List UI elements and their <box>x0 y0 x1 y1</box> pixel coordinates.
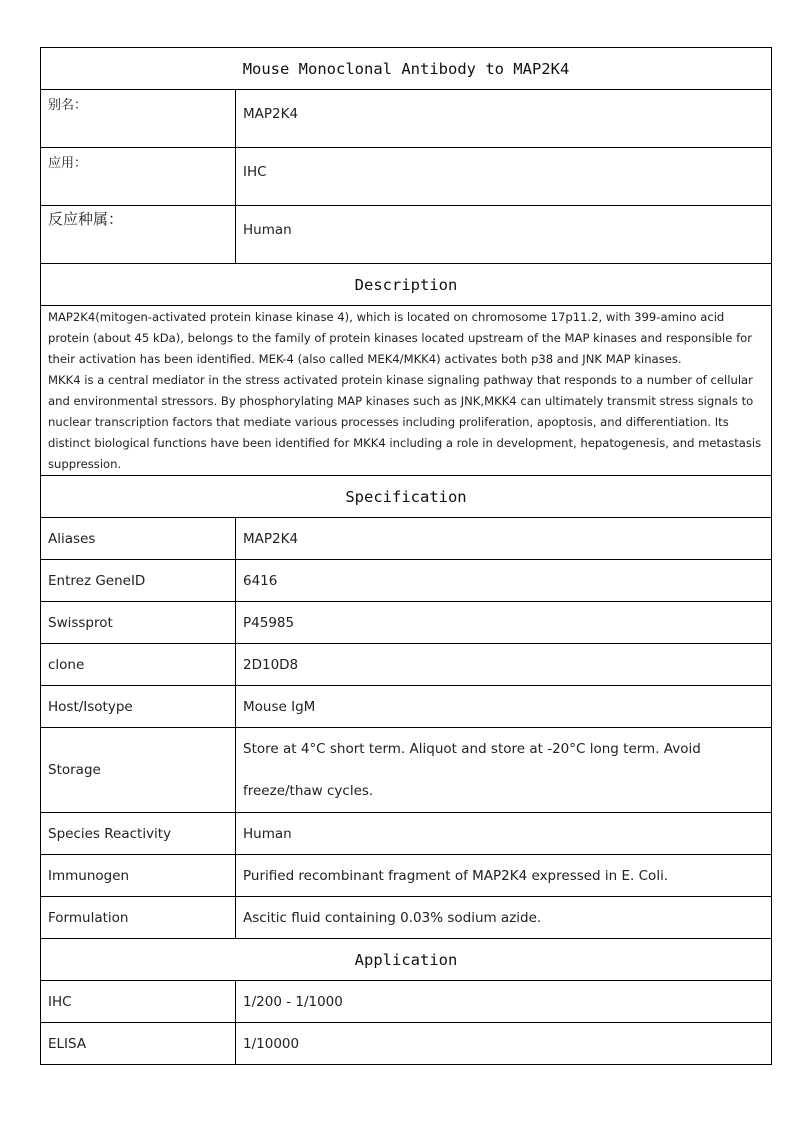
description-paragraph: MAP2K4(mitogen-activated protein kinase kinase 4), which is located on chromosome 17p11.2, with 399-amino acid protein (about 45 kDa), belongs to the family of protein kinases located upstream of the MAP kinases and responsible for their activation has been identified. MEK-4 (also called MEK4/MKK4) activates both p38 and JNK MAP kinases. <box>48 310 753 366</box>
spec-label: Immunogen <box>41 855 236 897</box>
specification-heading: Specification <box>41 476 772 518</box>
product-title: Mouse Monoclonal Antibody to MAP2K4 <box>41 48 772 90</box>
spec-value: 2D10D8 <box>236 644 772 686</box>
spec-value: Human <box>236 813 772 855</box>
spec-label: Swissprot <box>41 602 236 644</box>
spec-label: Formulation <box>41 897 236 939</box>
application-row-elisa <box>41 1023 772 1065</box>
spec-row-swissprot <box>41 602 772 644</box>
spec-value: Ascitic fluid containing 0.03% sodium azide. <box>236 897 772 939</box>
spec-label: Aliases <box>41 518 236 560</box>
spec-label: Entrez GeneID <box>41 560 236 602</box>
spec-label: Storage <box>41 728 236 813</box>
description-heading: Description <box>41 264 772 306</box>
description-body <box>41 306 772 476</box>
spec-row-geneid <box>41 560 772 602</box>
summary-row-alias <box>41 90 772 148</box>
datasheet-table <box>40 47 772 1065</box>
spec-label: Host/Isotype <box>41 686 236 728</box>
spec-row-formulation <box>41 897 772 939</box>
application-row-ihc <box>41 981 772 1023</box>
spec-value: Mouse IgM <box>236 686 772 728</box>
application-label: ELISA <box>41 1023 236 1065</box>
spec-row-clone <box>41 644 772 686</box>
application-heading: Application <box>41 939 772 981</box>
application-value: 1/200 - 1/1000 <box>236 981 772 1023</box>
spec-row-immunogen <box>41 855 772 897</box>
summary-label: 反应种属： <box>41 206 236 264</box>
spec-row-aliases <box>41 518 772 560</box>
summary-label: 应用： <box>41 148 236 206</box>
spec-value: Store at 4°C short term. Aliquot and store at -20°C long term. Avoid freeze/thaw cycles. <box>236 728 772 813</box>
summary-label: 别名： <box>41 90 236 148</box>
description-paragraph: MKK4 is a central mediator in the stress activated protein kinase signaling pathway that responds to a number of cellular and environmental stressors. By phosphorylating MAP kinases such as JNK,MKK4 can ultimately transmit stress signals to nuclear transcription factors that mediate various processes including proliferation, apoptosis, and differentiation. Its distinct biological functions have been identified for MKK4 including a role in development, hepatogenesis, and metastasis suppression. <box>48 373 762 471</box>
summary-row-species <box>41 206 772 264</box>
spec-value: 6416 <box>236 560 772 602</box>
spec-value: Purified recombinant fragment of MAP2K4 expressed in E. Coli. <box>236 855 772 897</box>
spec-row-host <box>41 686 772 728</box>
spec-row-species <box>41 813 772 855</box>
summary-row-application <box>41 148 772 206</box>
application-label: IHC <box>41 981 236 1023</box>
summary-value: Human <box>236 206 772 264</box>
application-value: 1/10000 <box>236 1023 772 1065</box>
spec-label: Species Reactivity <box>41 813 236 855</box>
spec-row-storage <box>41 728 772 813</box>
spec-value: MAP2K4 <box>236 518 772 560</box>
spec-label: clone <box>41 644 236 686</box>
spec-value: P45985 <box>236 602 772 644</box>
summary-value: IHC <box>236 148 772 206</box>
summary-value: MAP2K4 <box>236 90 772 148</box>
